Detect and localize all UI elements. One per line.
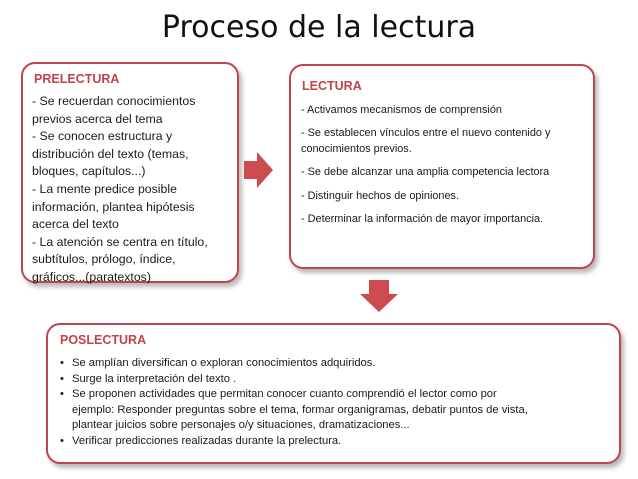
- prelectura-box: [21, 62, 239, 283]
- bullet-icon: •: [60, 357, 64, 369]
- prelectura-line: bloques, capítulos...): [32, 164, 146, 179]
- bullet-icon: •: [60, 388, 64, 400]
- lectura-line: conocimientos previos.: [301, 142, 412, 155]
- prelectura-line: - La mente predice posible: [32, 181, 177, 196]
- prelectura-line: gráficos...(paratextos): [32, 269, 151, 284]
- prelectura-line: distribución del texto (temas,: [32, 146, 189, 161]
- lectura-line: - Distinguir hechos de opiniones.: [301, 189, 460, 202]
- poslectura-bullet-continuation: plantear juicios sobre personajes o/y situaciones, dramatizaciones...: [72, 419, 410, 431]
- arrow-down-icon: [360, 280, 398, 312]
- lectura-line: - Activamos mecanismos de comprensión: [301, 104, 502, 116]
- lectura-line: - Se establecen vínculos entre el nuevo contenido y: [301, 127, 551, 140]
- prelectura-line: previos acerca del tema: [32, 111, 163, 126]
- poslectura-box: [46, 323, 621, 464]
- prelectura-line: - Se conocen estructura y: [32, 129, 173, 144]
- lectura-heading: LECTURA: [302, 79, 362, 93]
- arrow-right-icon: [244, 152, 274, 188]
- poslectura-bullet: • Surge la interpretación del texto .: [60, 372, 611, 388]
- prelectura-line: acerca del texto: [32, 217, 119, 232]
- prelectura-heading: PRELECTURA: [34, 72, 120, 86]
- bullet-icon: •: [60, 372, 64, 385]
- prelectura-line: información, plantea hipótesis: [32, 199, 195, 214]
- lectura-line: - Determinar la información de mayor importancia.: [301, 213, 544, 226]
- prelectura-line: - Se recuerdan conocimientos: [32, 94, 196, 108]
- page-title: Proceso de la lectura: [161, 10, 477, 45]
- poslectura-heading: POSLECTURA: [60, 333, 147, 347]
- poslectura-bullet-continuation: ejemplo: Responder preguntas sobre el tema, formar organigramas, debatir puntos de vista,: [72, 403, 528, 416]
- bullet-icon: •: [60, 434, 64, 447]
- lectura-box: [289, 64, 595, 269]
- prelectura-line: - La atención se centra en título,: [32, 234, 208, 249]
- prelectura-line: subtítulos, prólogo, índice,: [32, 252, 176, 267]
- poslectura-bullet: • Se proponen actividades que permitan conocer cuanto comprendió el lector como por: [60, 387, 611, 403]
- lectura-line: - Se debe alcanzar una amplia competencia lectora: [301, 166, 550, 179]
- poslectura-bullet: • Verificar predicciones realizadas durante la prelectura.: [60, 434, 611, 450]
- poslectura-bullet: • Se amplían diversifican o exploran conocimientos adquiridos.: [60, 356, 611, 372]
